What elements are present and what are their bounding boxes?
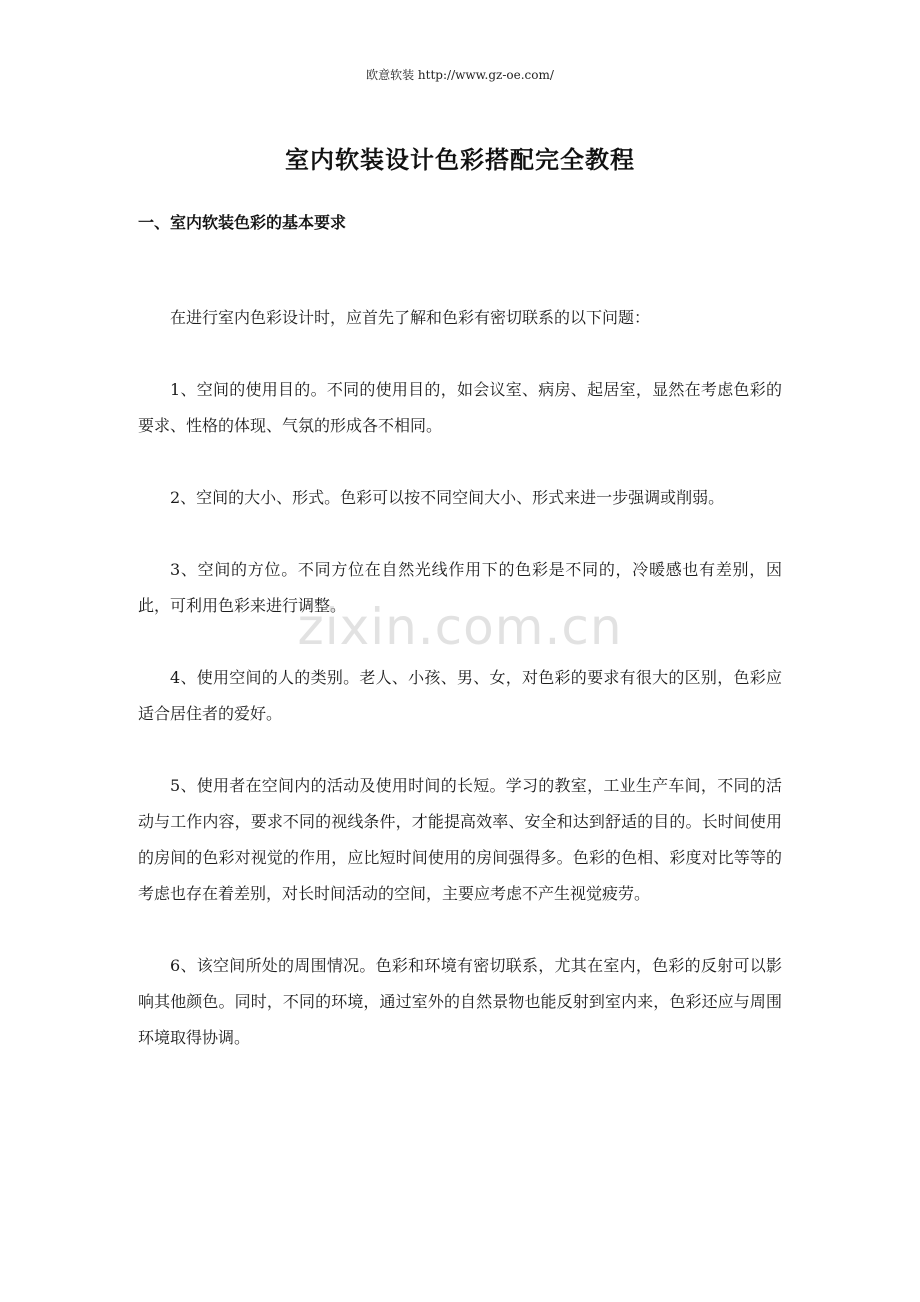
paragraph-4: 4、使用空间的人的类别。老人、小孩、男、女，对色彩的要求有很大的区别，色彩应适合居住者的爱好。 bbox=[138, 668, 782, 723]
paragraph-5: 5、使用者在空间内的活动及使用时间的长短。学习的教室，工业生产车间，不同的活动与工作内容，要求不同的视线条件，才能提高效率、安全和达到舒适的目的。长时间使用的房间的色彩对视觉的作用，应比短时间使用的房间强得多。色彩的色相、彩度对比等等的考虑也存在着差别，对长时间活动的空间，主要应考虑不产生视觉疲劳。 bbox=[138, 776, 782, 903]
paragraph-1: 1、空间的使用目的。不同的使用目的，如会议室、病房、起居室，显然在考虑色彩的要求、性格的体现、气氛的形成各不相同。 bbox=[138, 380, 782, 435]
paragraph-2: 2、空间的大小、形式。色彩可以按不同空间大小、形式来进一步强调或削弱。 bbox=[170, 488, 725, 507]
intro-paragraph: 在进行室内色彩设计时，应首先了解和色彩有密切联系的以下问题： bbox=[170, 308, 651, 327]
body-text bbox=[138, 300, 782, 1092]
paragraph-3: 3、空间的方位。不同方位在自然光线作用下的色彩是不同的，冷暖感也有差别，因此，可利用色彩来进行调整。 bbox=[138, 560, 782, 615]
paragraph-6: 6、该空间所处的周围情况。色彩和环境有密切联系，尤其在室内，色彩的反射可以影响其他颜色。同时，不同的环境，通过室外的自然景物也能反射到室内来，色彩还应与周围环境取得协调。 bbox=[138, 956, 782, 1047]
document-title: 室内软装设计色彩搭配完全教程 bbox=[285, 146, 635, 174]
watermark: zixin.com.cn bbox=[297, 598, 623, 656]
section-heading: 一、室内软装色彩的基本要求 bbox=[138, 213, 347, 232]
page-header: 欧意软装 http://www.gz-oe.com/ bbox=[366, 68, 554, 82]
